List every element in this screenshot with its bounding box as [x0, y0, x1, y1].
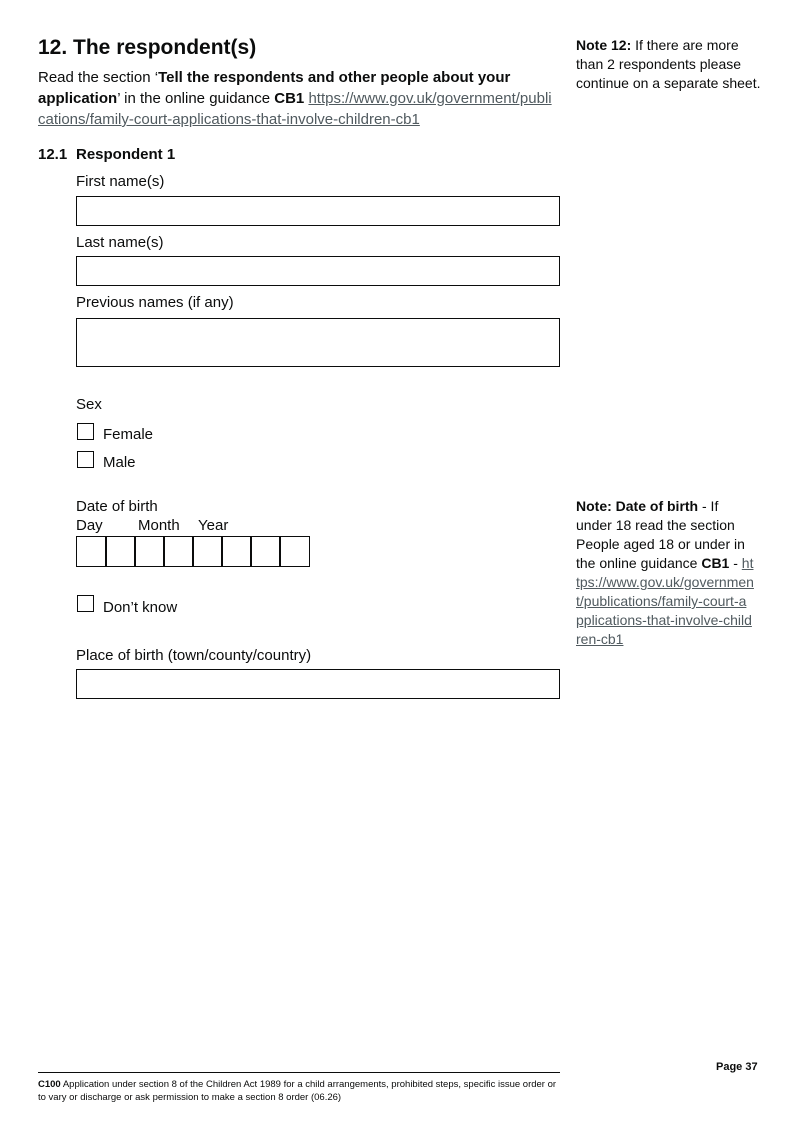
dob-month-label: Month — [138, 517, 180, 534]
first-name-label: First name(s) — [76, 173, 165, 190]
female-option-label: Female — [103, 426, 154, 443]
form-description: Application under section 8 of the Children Act 1989 for a child arrangements, prohibited steps, specific issue order or to vary or discharge or ask permission to make a section 8 order (06.26) — [38, 1079, 557, 1103]
footer-divider — [38, 1072, 560, 1073]
male-option-label: Male — [103, 454, 136, 471]
last-name-label: Last name(s) — [76, 234, 164, 251]
dob-year-digit-3[interactable] — [250, 536, 281, 567]
dob-year-digit-2[interactable] — [221, 536, 252, 567]
dob-input-group — [76, 536, 308, 567]
form-code: C100 — [38, 1079, 61, 1090]
section-title: 12. The respondent(s) — [38, 36, 257, 59]
dob-label: Date of birth — [76, 498, 158, 515]
intro-code: CB1 — [274, 90, 305, 107]
footer-text — [38, 1078, 558, 1104]
intro-prefix: Read the section ‘ — [38, 69, 159, 86]
intro-bold: Tell the respondents and other people about your application — [38, 69, 511, 107]
respondent-title: Respondent 1 — [76, 146, 176, 163]
respondent-heading — [38, 146, 176, 163]
sex-label: Sex — [76, 396, 102, 413]
dob-day-digit-1[interactable] — [76, 536, 107, 567]
first-name-field[interactable] — [76, 196, 560, 226]
dont-know-label: Don’t know — [103, 599, 178, 616]
note-dob-link[interactable]: https://www.gov.uk/government/publications/family-court-applications-that-involve-children-cb1 — [576, 555, 754, 647]
female-checkbox[interactable] — [77, 423, 94, 440]
intro-mid: ’ in the online guidance — [117, 90, 275, 107]
dob-year-label: Year — [198, 517, 229, 534]
last-name-field[interactable] — [76, 256, 560, 286]
dob-year-digit-4[interactable] — [279, 536, 310, 567]
place-of-birth-label: Place of birth (town/county/country) — [76, 647, 312, 664]
dob-month-digit-1[interactable] — [134, 536, 165, 567]
page-number: Page 37 — [716, 1061, 758, 1073]
note-12 — [576, 36, 761, 93]
dob-year-digit-1[interactable] — [192, 536, 223, 567]
note-dob-text: - If under 18 read the section People aged 18 or under in the online guidance — [576, 498, 745, 571]
male-checkbox[interactable] — [77, 451, 94, 468]
respondent-number: 12.1 — [38, 146, 68, 163]
place-of-birth-field[interactable] — [76, 669, 560, 699]
section-intro — [38, 67, 558, 130]
previous-names-field[interactable] — [76, 318, 560, 367]
note-12-label: Note 12: — [576, 37, 632, 53]
note-dob — [576, 497, 754, 649]
dob-day-label: Day — [76, 517, 103, 534]
previous-names-label: Previous names (if any) — [76, 294, 234, 311]
dont-know-checkbox[interactable] — [77, 595, 94, 612]
note-dob-label: Note: Date of birth — [576, 498, 699, 514]
dob-month-digit-2[interactable] — [163, 536, 194, 567]
note-12-text: If there are more than 2 respondents please continue on a separate sheet. — [576, 37, 761, 91]
note-dob-sep: - — [729, 555, 742, 571]
dob-day-digit-2[interactable] — [105, 536, 136, 567]
note-dob-code: CB1 — [701, 555, 730, 571]
guidance-link[interactable]: https://www.gov.uk/government/publications/family-court-applications-that-involve-children-cb1 — [38, 90, 552, 128]
